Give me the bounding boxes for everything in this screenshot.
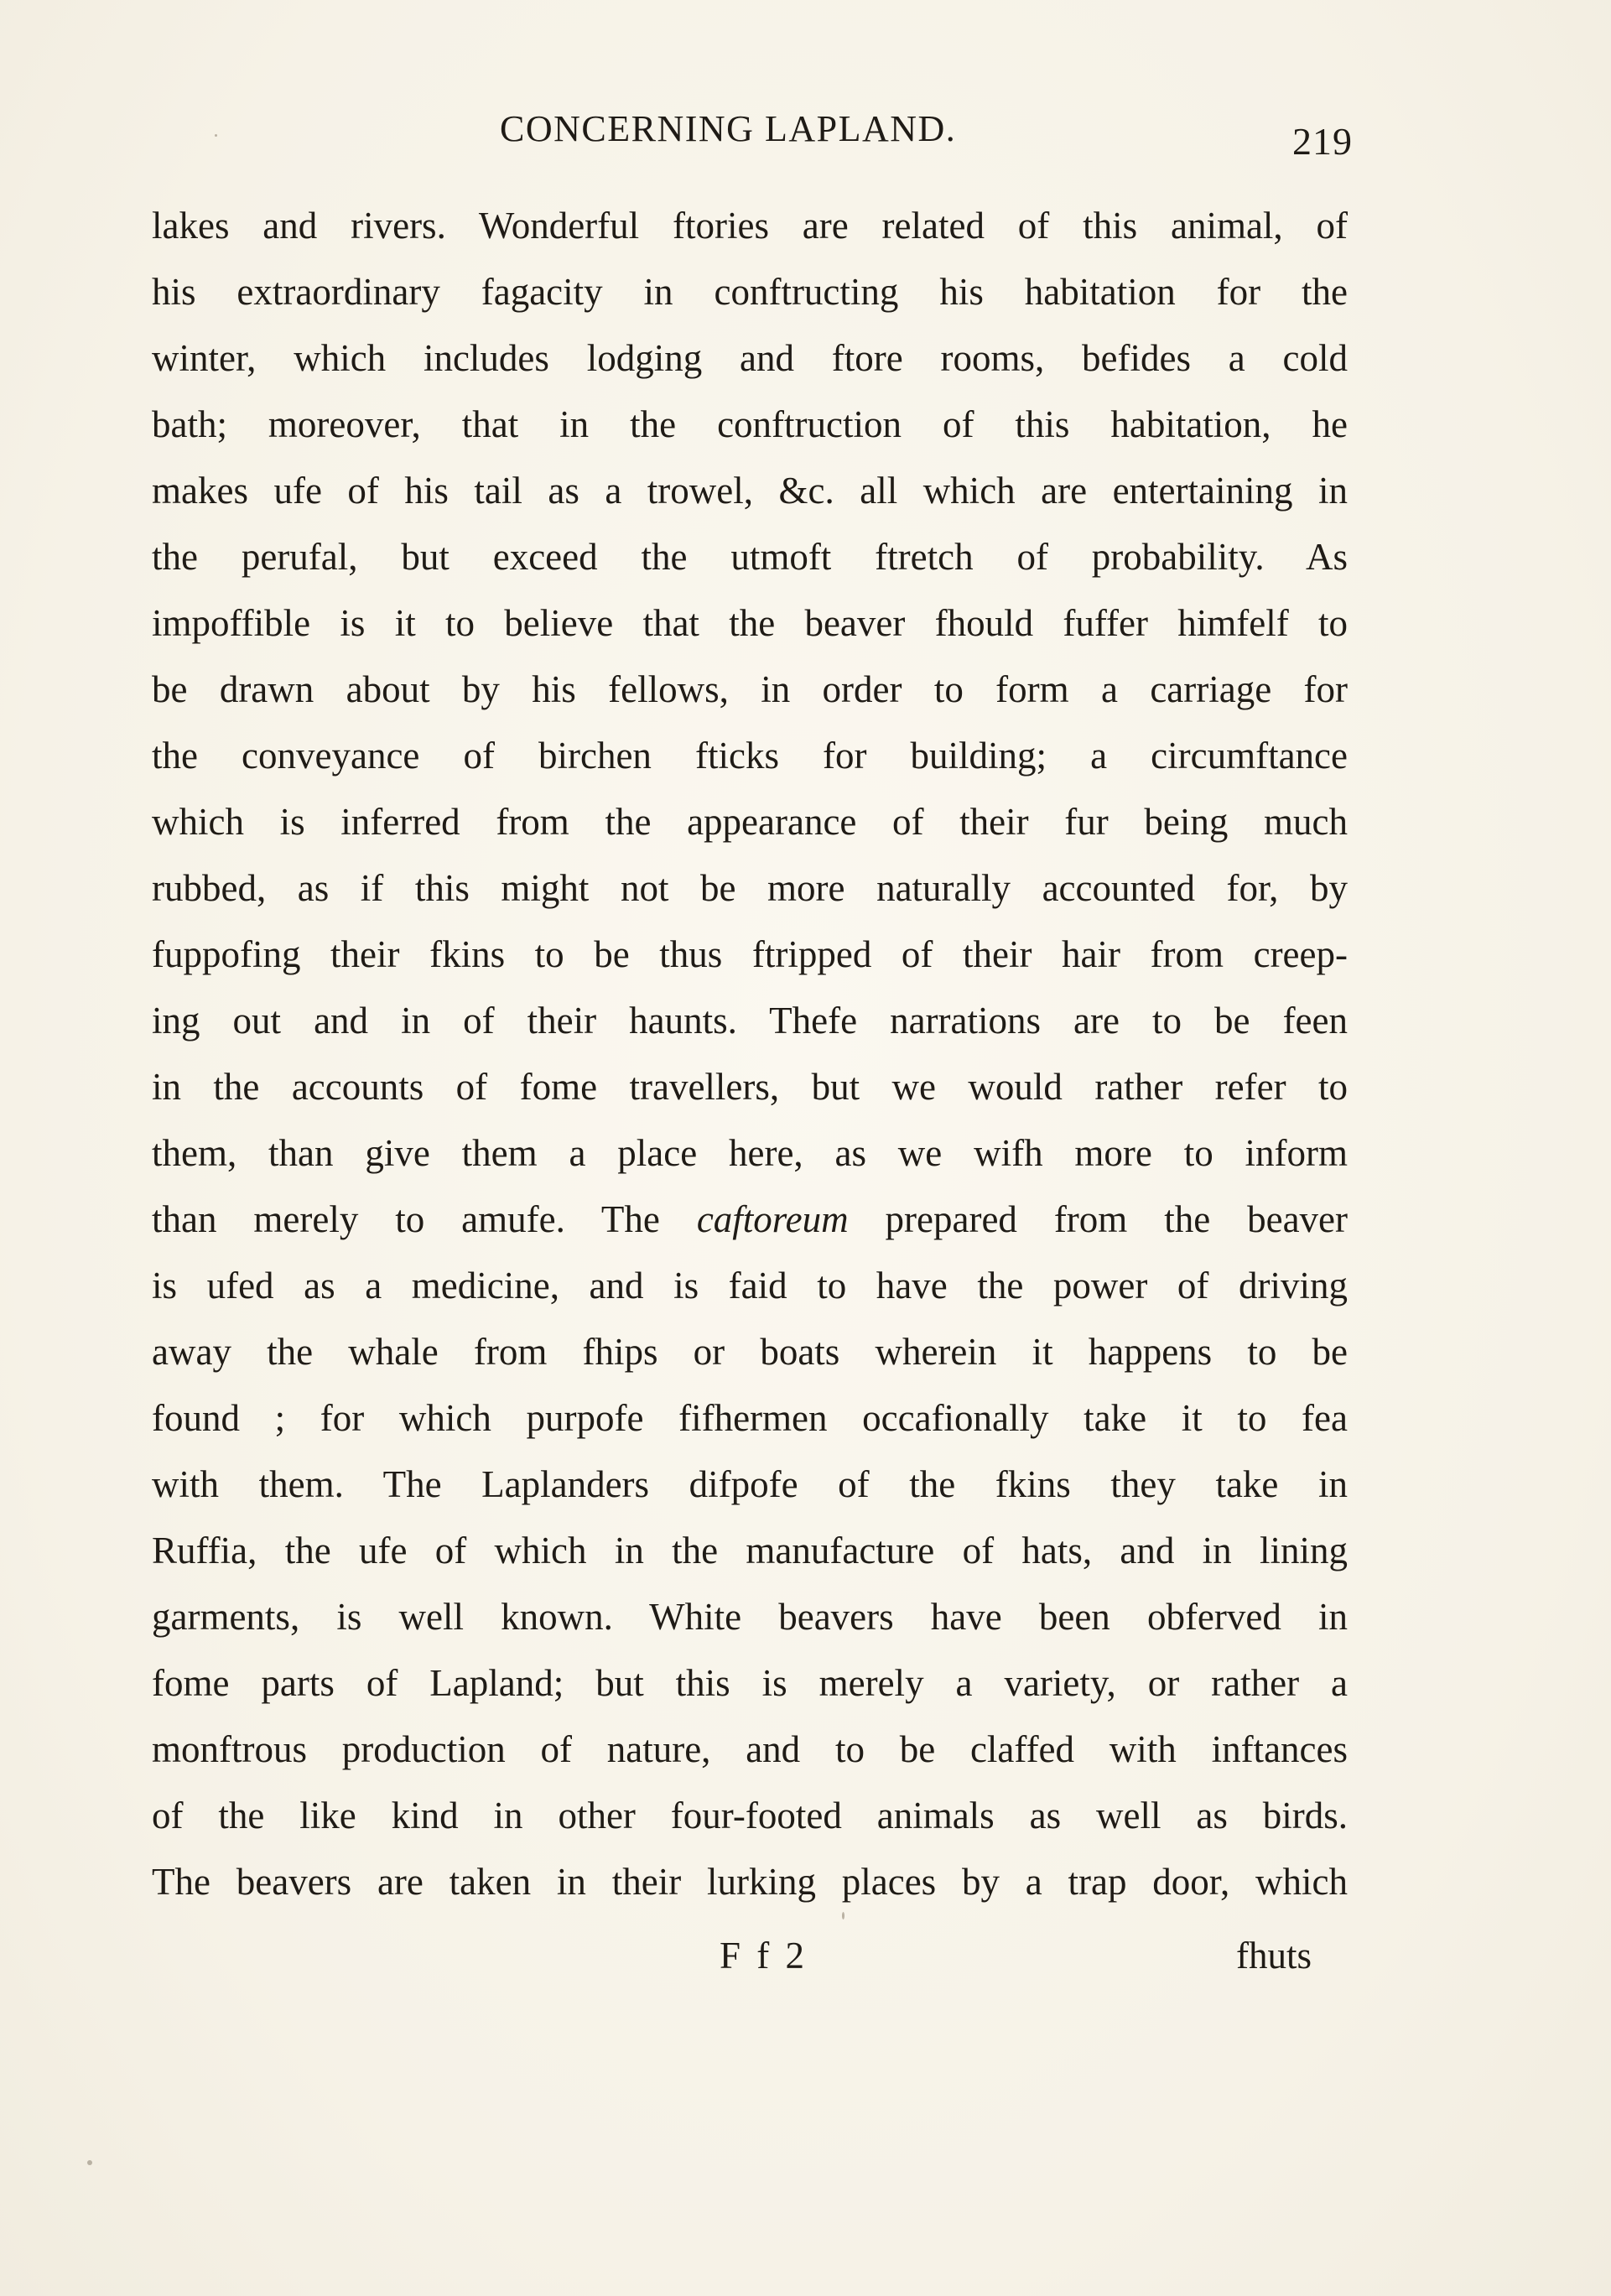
- text-line: in the accounts of fome travellers, but we would rather refer to: [152, 1066, 1348, 1108]
- text-line: Ruffia, the ufe of which in the manufacture of hats, and in lining: [152, 1530, 1348, 1571]
- text-line: which is inferred from the appearance of their fur being much: [152, 801, 1348, 843]
- text-line: fome parts of Lapland; but this is merely a variety, or rather a: [152, 1662, 1348, 1704]
- text-line: garments, is well known. White beavers have been obferved in: [152, 1596, 1348, 1638]
- text-line: impoffible is it to believe that the beaver fhould fuffer himfelf to: [152, 602, 1348, 644]
- paper-speck: [215, 134, 217, 137]
- text-line: of the like kind in other four-footed animals as well as birds.: [152, 1795, 1348, 1836]
- page-footer: [0, 1934, 1611, 1992]
- italic-term: caftoreum: [696, 1198, 849, 1240]
- text-line: lakes and rivers. Wonderful ftories are related of this animal, of: [152, 205, 1348, 247]
- text-line: the conveyance of birchen fticks for building; a circumftance: [152, 735, 1348, 777]
- signature-mark: F f 2: [720, 1935, 808, 1977]
- text-line: fuppofing their fkins to be thus ftripped of their hair from creep-: [152, 933, 1348, 975]
- text-line: his extraordinary fagacity in conftructing his habitation for the: [152, 271, 1348, 313]
- text-line: bath; moreover, that in the conftruction of this habitation, he: [152, 403, 1348, 445]
- body-text: [152, 193, 1348, 1915]
- text-line: be drawn about by his fellows, in order to form a carriage for: [152, 668, 1348, 710]
- text-line: with them. The Laplanders difpofe of the fkins they take in: [152, 1463, 1348, 1505]
- catchword: fhuts: [1236, 1935, 1312, 1977]
- text-line: monftrous production of nature, and to be claffed with inftances: [152, 1728, 1348, 1770]
- text-line: found ; for which purpofe fifhermen occafionally take it to fea: [152, 1397, 1348, 1439]
- text-line: The beavers are taken in their lurking places by a trap door, which: [152, 1861, 1348, 1903]
- paper-speck: [842, 1912, 844, 1919]
- page-number: 219: [1292, 120, 1353, 163]
- text-segment: than merely to amufe. The: [152, 1198, 697, 1240]
- text-line: ing out and in of their haunts. Thefe narrations are to be feen: [152, 1000, 1348, 1042]
- text-line-with-italic: [152, 1187, 1348, 1253]
- text-line: is ufed as a medicine, and is faid to have the power of driving: [152, 1265, 1348, 1306]
- text-line: makes ufe of his tail as a trowel, &c. all which are entertaining in: [152, 470, 1348, 512]
- page-header: [0, 107, 1611, 166]
- running-head: CONCERNING LAPLAND.: [500, 108, 957, 149]
- text-segment: prepared from the beaver: [848, 1198, 1348, 1240]
- paper-speck: [87, 2160, 92, 2165]
- text-line: the perufal, but exceed the utmoft ftretch of probability. As: [152, 536, 1348, 578]
- text-line: away the whale from fhips or boats wherein it happens to be: [152, 1331, 1348, 1373]
- text-line: winter, which includes lodging and ftore rooms, befides a cold: [152, 337, 1348, 379]
- text-line: rubbed, as if this might not be more naturally accounted for, by: [152, 867, 1348, 909]
- text-line: them, than give them a place here, as we wifh more to inform: [152, 1132, 1348, 1174]
